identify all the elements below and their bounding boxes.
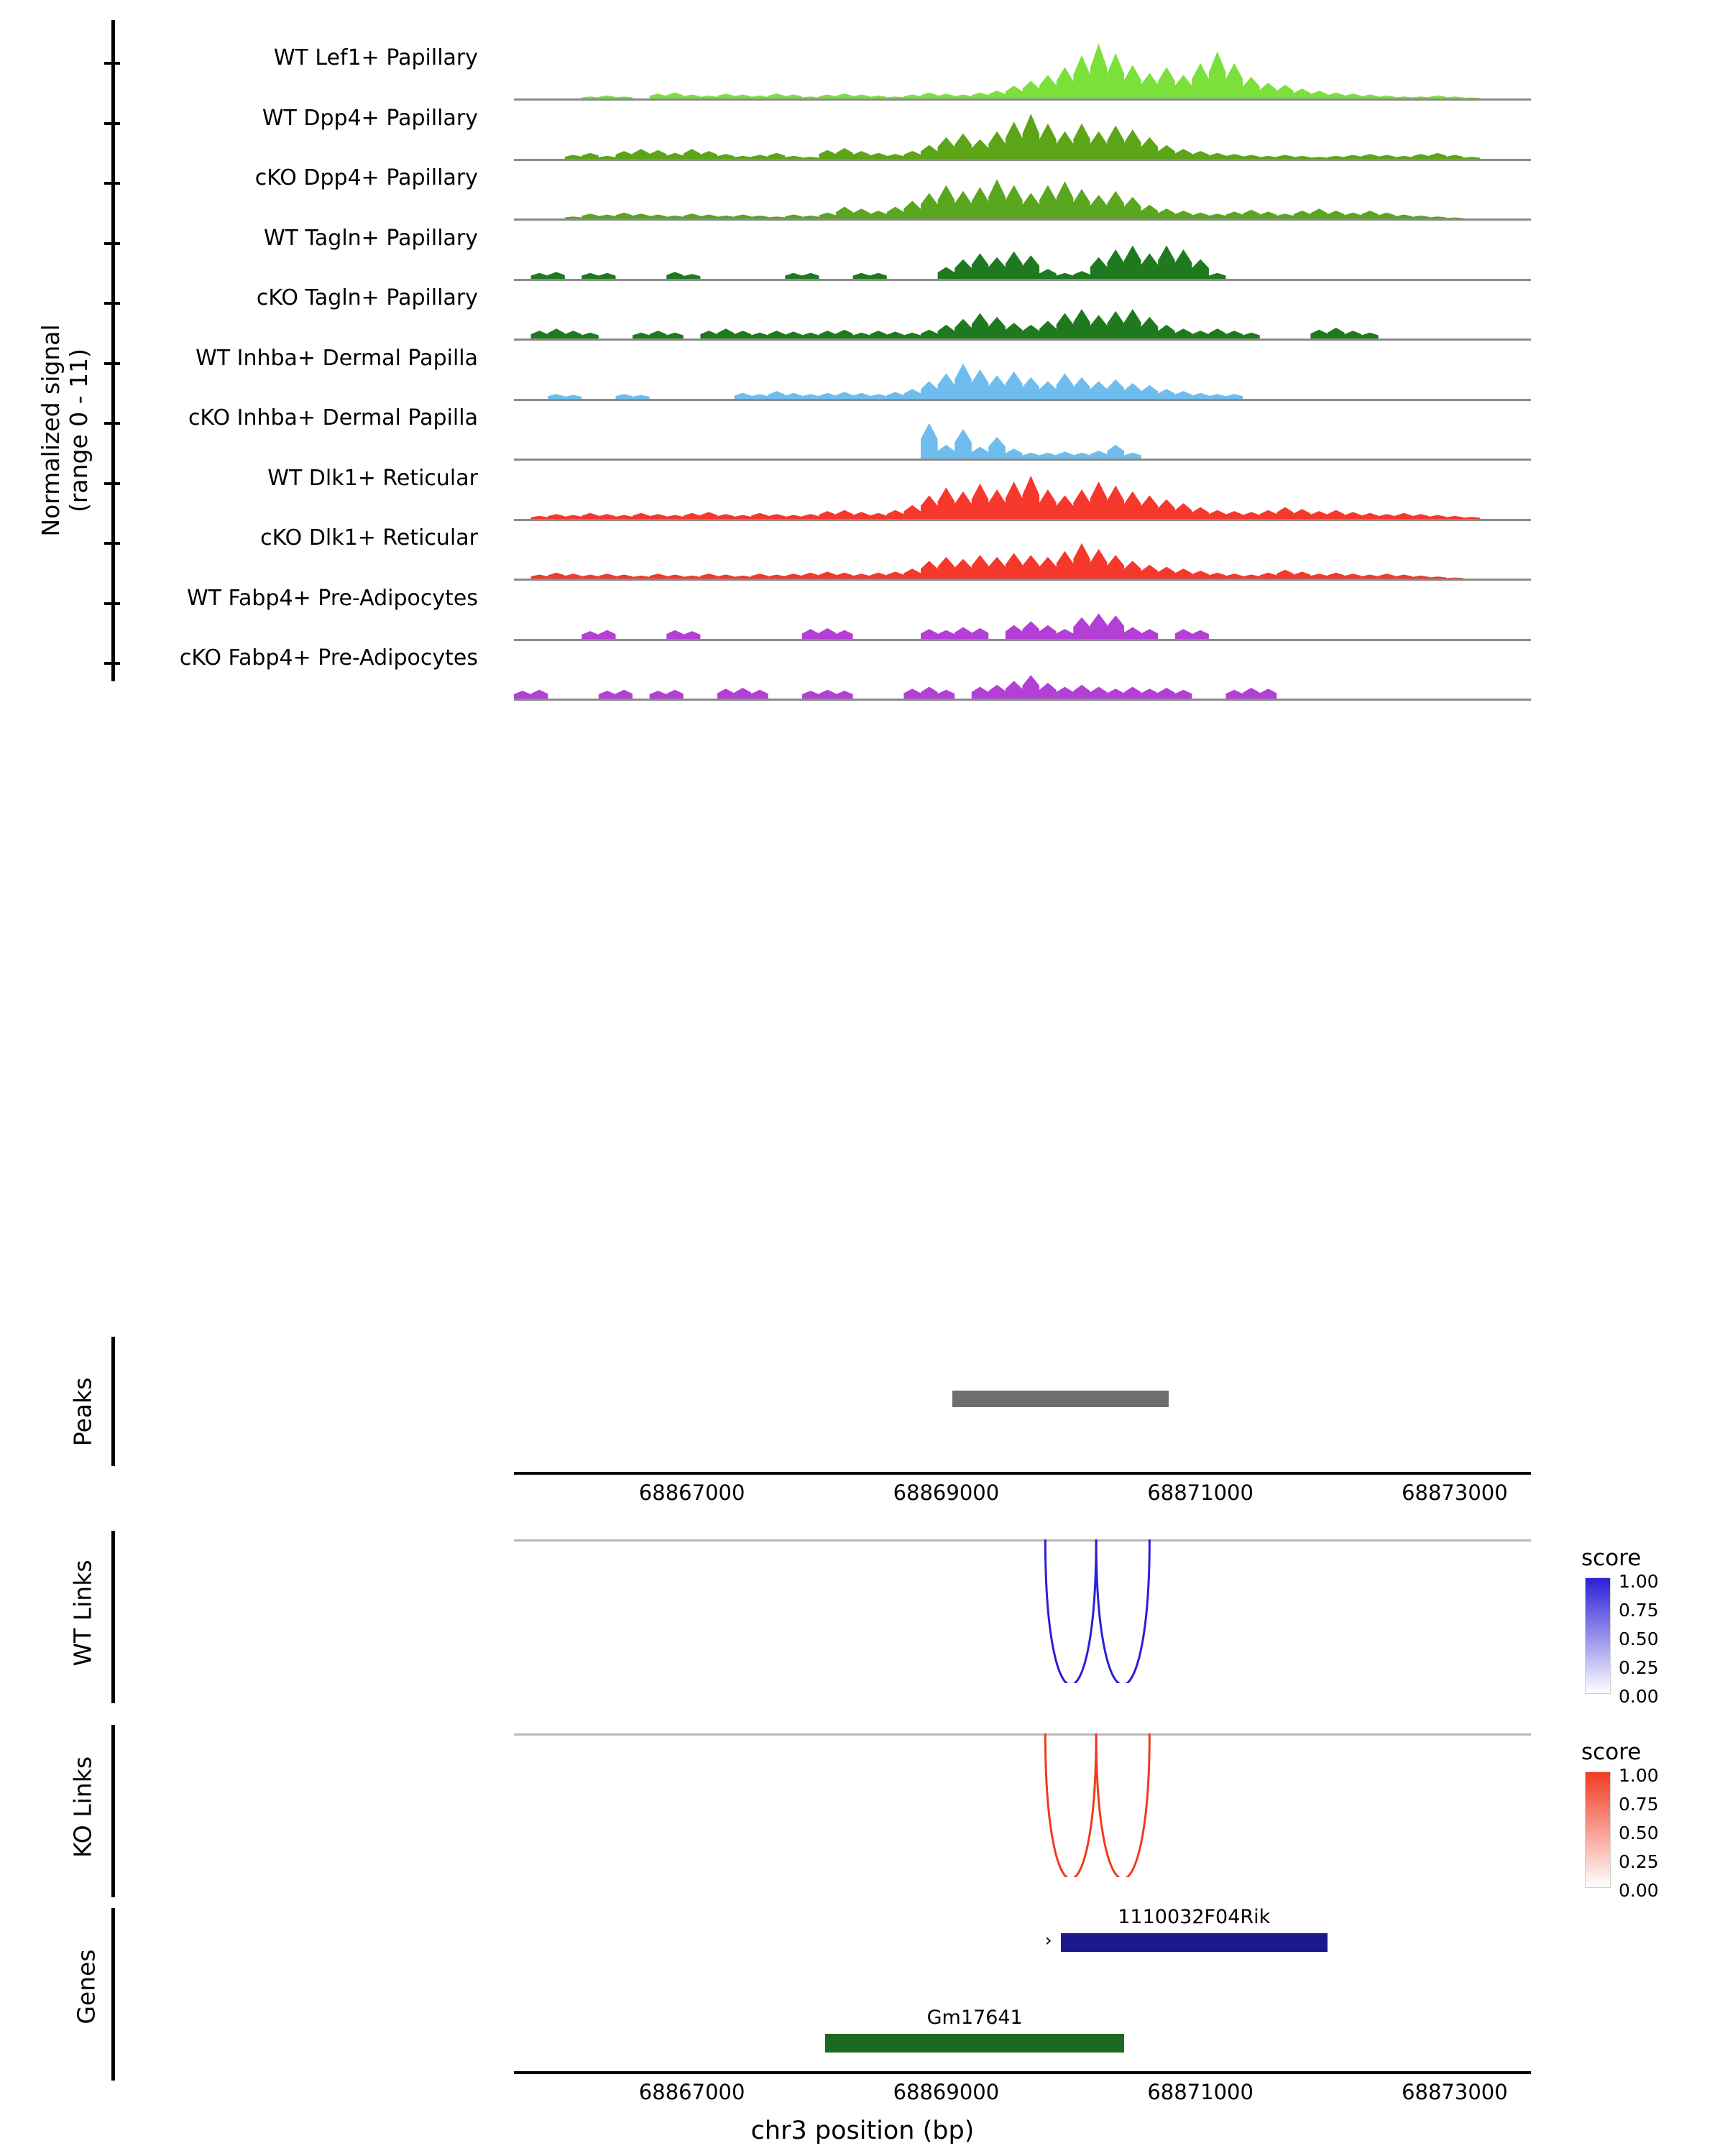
wt-links-legend-tick: 0.25 (1619, 1657, 1659, 1678)
x-tick-label-bottom-3: 68873000 (1402, 2080, 1508, 2104)
track-label-0: WT Lef1+ Papillary (273, 45, 478, 71)
wt-links-rule (111, 1531, 115, 1703)
ko-links-arcs (514, 1733, 1531, 1877)
gene-box-0 (1061, 1933, 1328, 1952)
track-signal-9 (514, 580, 1531, 639)
genes-x-axis (514, 2071, 1531, 2074)
y-axis-label: Normalized signal (range 0 - 11) (37, 324, 93, 537)
track-label-1: WT Dpp4+ Papillary (262, 105, 478, 131)
track-label-9: WT Fabp4+ Pre-Adipocytes (187, 585, 478, 611)
track-signal-4 (514, 280, 1531, 338)
track-label-5: WT Inhba+ Dermal Papilla (196, 345, 478, 371)
track-signal-7 (514, 460, 1531, 519)
track-label-4: cKO Tagln+ Papillary (256, 285, 478, 311)
ko-links-legend-tick: 0.75 (1619, 1794, 1659, 1815)
track-label-6: cKO Inhba+ Dermal Papilla (188, 405, 478, 431)
ko-links-legend-tick: 1.00 (1619, 1765, 1659, 1786)
peaks-x-axis (514, 1472, 1531, 1475)
track-label-3: WT Tagln+ Papillary (264, 225, 478, 251)
track-signal-6 (514, 400, 1531, 459)
gene-name-0: 1110032F04Rik (1118, 1906, 1271, 1928)
x-axis-title: chr3 position (bp) (750, 2116, 975, 2145)
ko-links-legend-tick: 0.25 (1619, 1851, 1659, 1872)
ko-links-rule (111, 1725, 115, 1897)
track-label-7: WT Dlk1+ Reticular (267, 465, 478, 491)
wt-links-legend-tick: 1.00 (1619, 1571, 1659, 1592)
wt-links-legend-title: score (1581, 1545, 1642, 1571)
wt-links-legend-ticks (1619, 1572, 1659, 1716)
x-tick-label-bottom-0: 68867000 (638, 2080, 745, 2104)
track-signal-8 (514, 520, 1531, 579)
ko-links-legend-ticks (1619, 1766, 1659, 1910)
track-label-2: cKO Dpp4+ Papillary (254, 165, 478, 191)
wt-links-label: WT Links (68, 1560, 97, 1667)
genes-label: Genes (72, 1949, 101, 2024)
track-baseline-10 (514, 699, 1531, 701)
track-signal-10 (514, 640, 1531, 699)
track-signal-0 (514, 40, 1531, 98)
track-signal-5 (514, 340, 1531, 399)
gene-name-1: Gm17641 (926, 2007, 1023, 2029)
track-signal-2 (514, 160, 1531, 218)
ko-links-legend-bar (1585, 1772, 1611, 1888)
x-tick-label-top-2: 68871000 (1147, 1480, 1254, 1505)
track-signal-3 (514, 220, 1531, 279)
genes-rule (111, 1908, 115, 2081)
track-label-8: cKO Dlk1+ Reticular (260, 525, 478, 551)
peaks-label: Peaks (68, 1377, 97, 1447)
gene-strand-arrow-0: › (1044, 1930, 1052, 1950)
track-signal-1 (514, 100, 1531, 159)
ko-links-legend-tick: 0.00 (1619, 1880, 1659, 1901)
wt-links-legend-tick: 0.75 (1619, 1600, 1659, 1621)
ko-links-legend-title: score (1581, 1739, 1642, 1765)
ko-links-legend-tick: 0.50 (1619, 1823, 1659, 1843)
x-tick-label-top-0: 68867000 (638, 1480, 745, 1505)
track-label-10: cKO Fabp4+ Pre-Adipocytes (179, 645, 478, 671)
x-tick-label-bottom-1: 68869000 (893, 2080, 1000, 2104)
wt-links-arcs (514, 1539, 1531, 1683)
peaks-axis-rule (111, 1337, 115, 1466)
gene-box-1 (825, 2034, 1124, 2053)
ko-links-label: KO Links (68, 1756, 97, 1858)
wt-links-legend-tick: 0.50 (1619, 1628, 1659, 1649)
x-tick-label-bottom-2: 68871000 (1147, 2080, 1254, 2104)
x-tick-label-top-3: 68873000 (1402, 1480, 1508, 1505)
wt-links-legend-tick: 0.00 (1619, 1686, 1659, 1707)
wt-links-legend-bar (1585, 1577, 1611, 1694)
x-tick-label-top-1: 68869000 (893, 1480, 1000, 1505)
peak-bar-0 (952, 1391, 1169, 1407)
